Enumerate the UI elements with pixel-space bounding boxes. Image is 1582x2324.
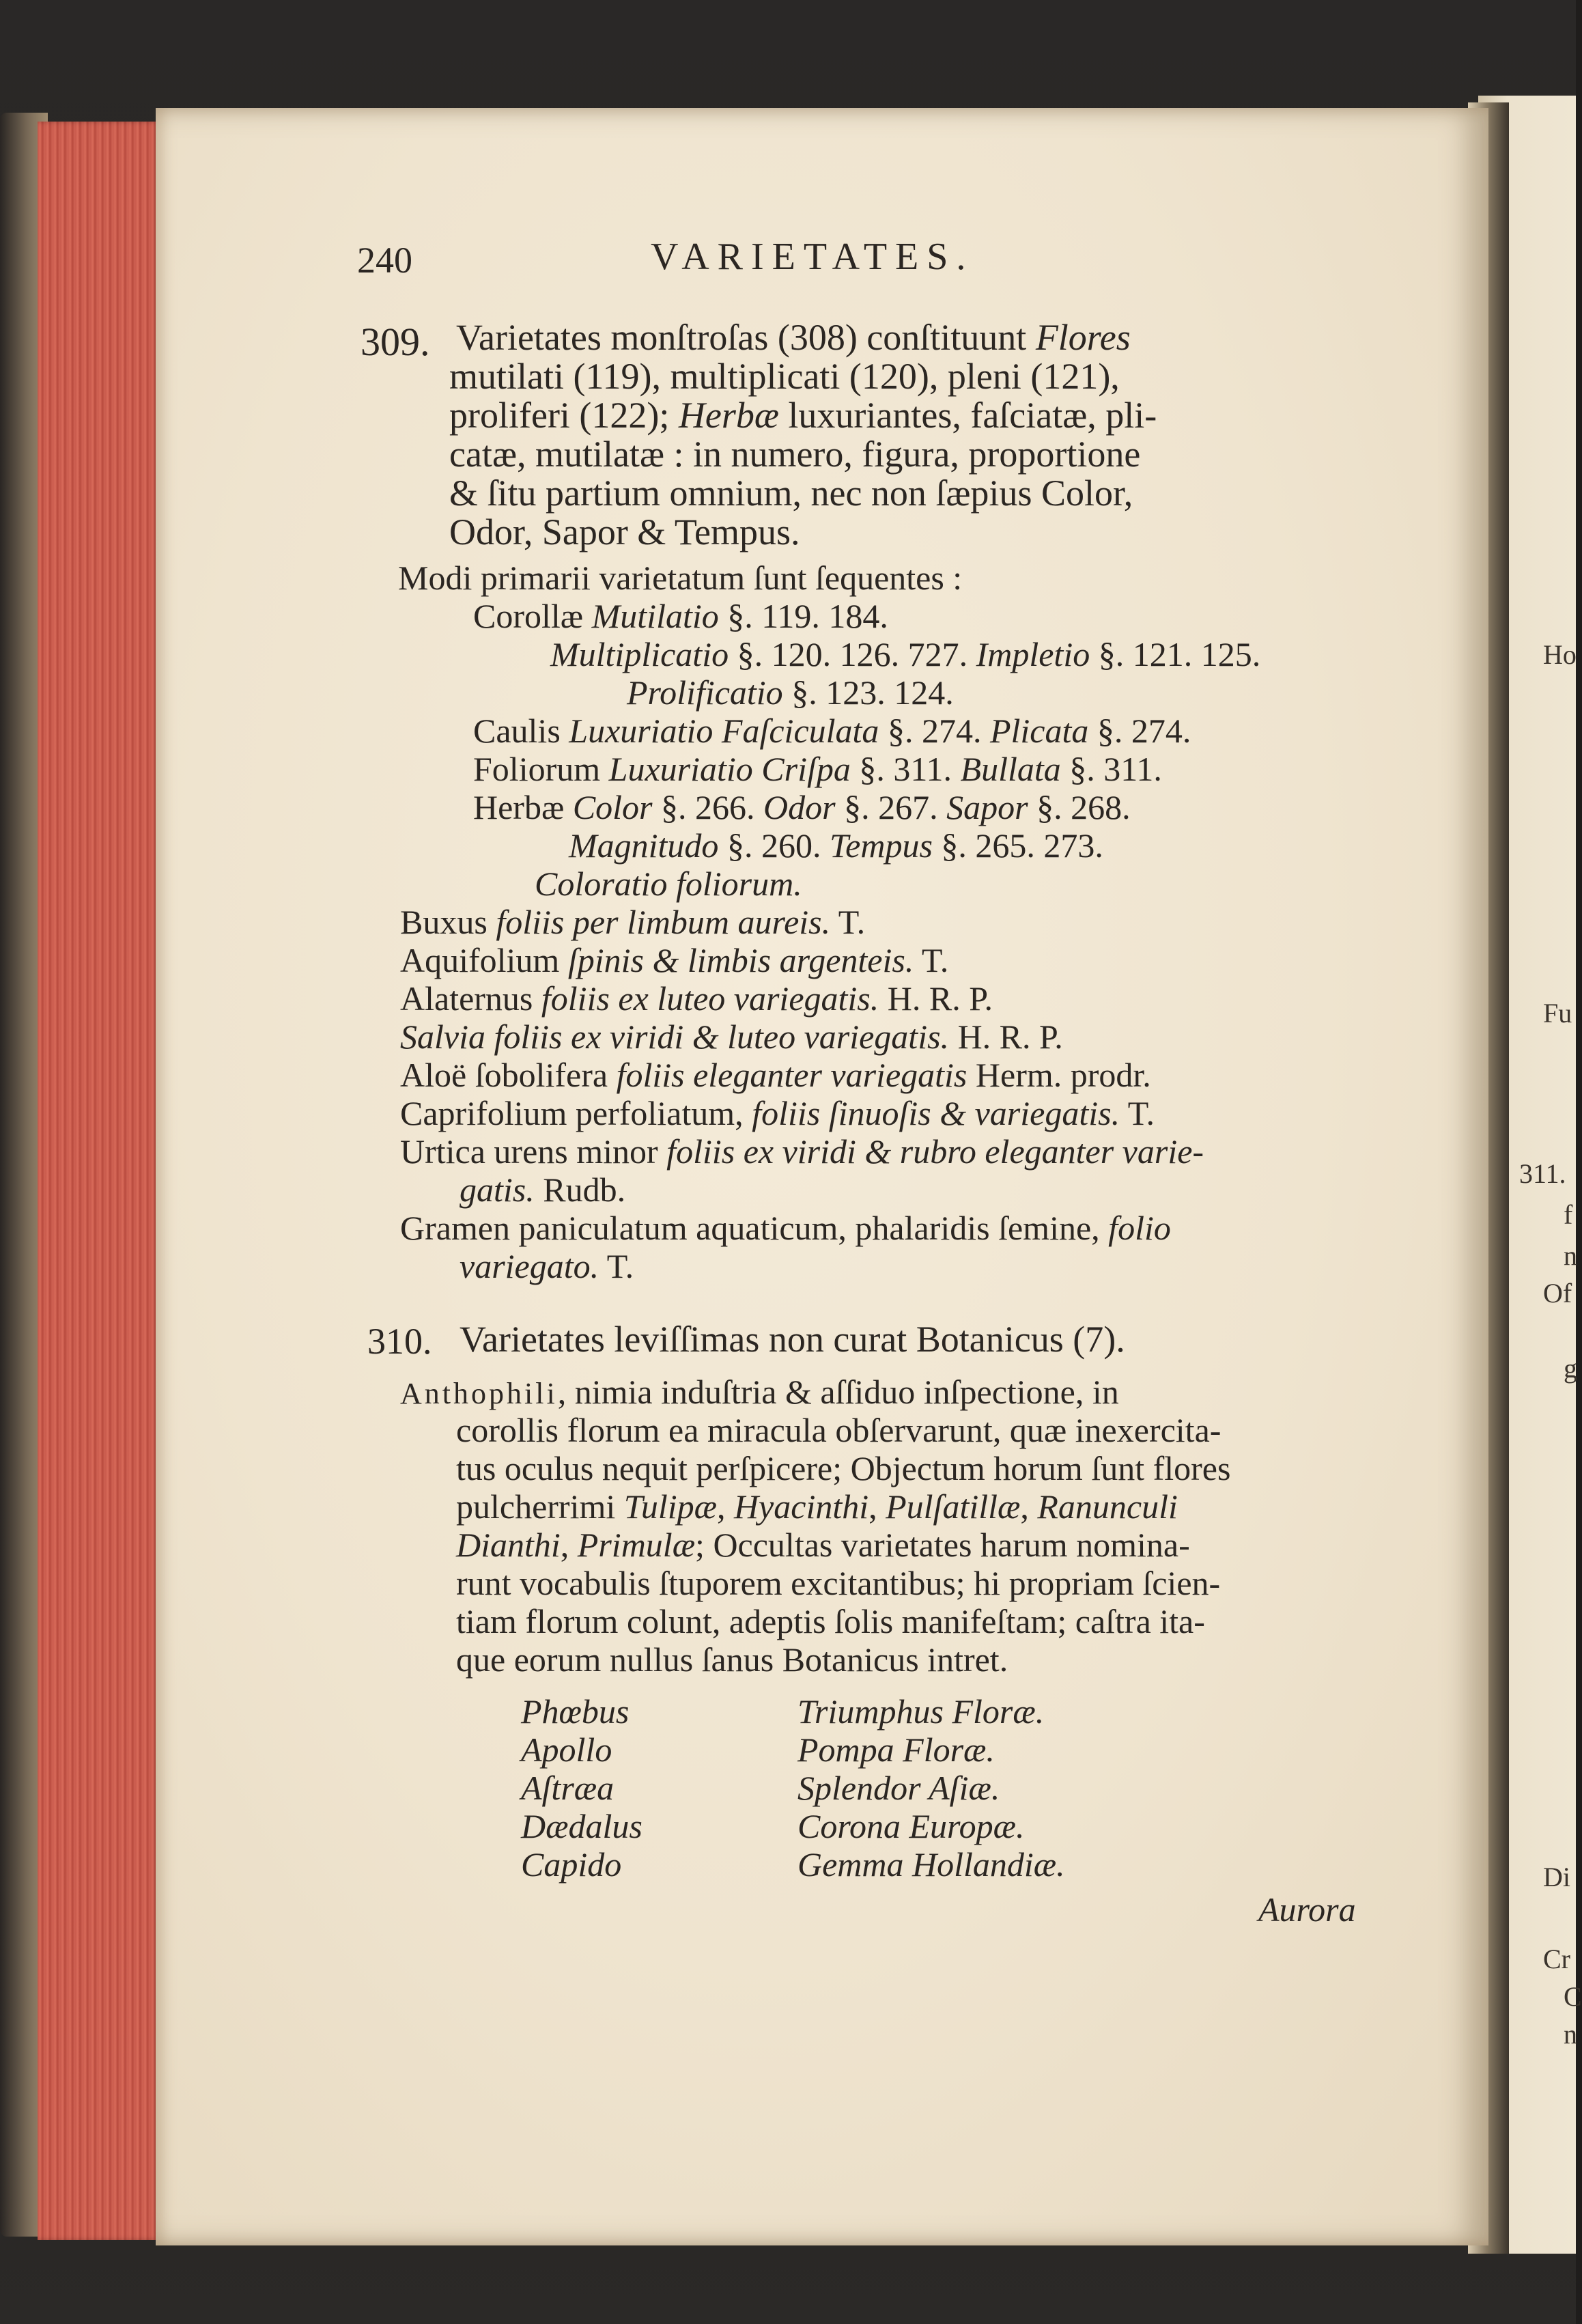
text-run: Mutilatio: [591, 597, 719, 635]
example-1: [400, 903, 865, 941]
text-run: §. 274.: [879, 712, 990, 750]
example-8: [400, 1209, 1171, 1247]
text-run: variegato.: [460, 1247, 599, 1285]
facing-page-fragment: 311.: [1519, 1158, 1566, 1189]
text-run: Aloë ſobolifera: [400, 1056, 617, 1094]
text-run: ,: [560, 1526, 578, 1564]
text-run: Herm. prodr.: [967, 1056, 1151, 1094]
text-run: Multiplicatio: [550, 635, 729, 673]
text-run: Flores: [1035, 317, 1131, 358]
section-number-309: 309.: [361, 320, 430, 364]
facing-page-fragment: C: [1564, 1981, 1582, 2012]
s310-para-line-6: runt vocabulis ſtuporem excitantibus; hi propriam ſcien-: [456, 1564, 1221, 1602]
text-run: foliis per limbum aureis.: [496, 903, 831, 941]
s310-para-line-2: corollis florum ea miracula obſervarunt, quæ inexercita-: [456, 1411, 1221, 1449]
facing-page-fragment: Cr: [1543, 1944, 1570, 1974]
text-run: Herbæ: [473, 788, 573, 826]
example-2: [400, 941, 948, 979]
s309-line-5: & ſitu partium omnium, nec non ſæpius Color,: [449, 473, 1133, 514]
text-run: §. 274.: [1088, 712, 1191, 750]
s310-title: Varietates leviſſimas non curat Botanicus (7).: [460, 1319, 1125, 1360]
s310-para-line-7: tiam florum colunt, adeptis ſolis manifeſtam; caſtra ita-: [456, 1602, 1205, 1640]
modi-intro: Modi primarii varietatum ſunt ſequentes :: [398, 559, 963, 597]
text-run: foliis ex luteo variegatis.: [541, 979, 879, 1018]
text-run: §. 120. 126. 727.: [729, 635, 976, 673]
example-7: [400, 1132, 1204, 1171]
facing-page-fragment: n: [1564, 2019, 1577, 2049]
text-run: ; Occultas varietates harum nomina-: [695, 1526, 1190, 1564]
modi-row-7: [569, 826, 1103, 865]
s310-para-line-8: que eorum nullus ſanus Botanicus intret.: [456, 1640, 1008, 1679]
modi-row-2: [550, 635, 1260, 673]
text-run: Dianthi: [456, 1526, 561, 1564]
text-run: H. R. P.: [949, 1018, 1063, 1056]
text-run: Varietates monſtroſas (308) conſtituunt: [456, 317, 1036, 358]
name-left-2: Apollo: [521, 1731, 612, 1769]
text-run: §. 268.: [1028, 788, 1131, 826]
text-run: foliis ſinuoſis & variegatis.: [752, 1094, 1120, 1132]
page-number: 240: [357, 240, 412, 281]
text-run: T.: [914, 941, 949, 979]
facing-page-fragment: Di: [1543, 1862, 1570, 1892]
s310-para-line-3: tus oculus nequit perſpicere; Objectum horum ſunt flores: [456, 1449, 1231, 1487]
text-run: T.: [1120, 1094, 1155, 1132]
text-run: ſpinis & limbis argenteis.: [567, 941, 914, 979]
text-run: §. 311.: [1060, 750, 1162, 788]
name-right-1: Triumphus Floræ.: [797, 1692, 1045, 1731]
text-run: folio: [1108, 1209, 1171, 1247]
text-run: gatis.: [460, 1171, 535, 1209]
name-left-5: Capido: [521, 1845, 622, 1884]
text-run: Foliorum: [473, 750, 609, 788]
text-run: T.: [599, 1247, 634, 1285]
text-run: §. 260.: [718, 826, 830, 865]
facing-page-fragment: g: [1564, 1353, 1577, 1384]
text-run: §. 265. 273.: [932, 826, 1103, 865]
text-run: Urtica urens minor: [400, 1132, 667, 1171]
text-run: ,: [1020, 1487, 1038, 1526]
s309-line-2: mutilati (119), multiplicati (120), pleni (121),: [449, 356, 1120, 397]
text-run: Odor: [763, 788, 836, 826]
s310-para-line-4: [456, 1487, 1178, 1526]
text-run: §. 123. 124.: [782, 673, 954, 712]
text-run: Salvia foliis ex viridi & luteo variegatis.: [400, 1018, 950, 1056]
text-run: Corollæ: [473, 597, 592, 635]
text-run: §. 311.: [850, 750, 961, 788]
s310-para-line-5: [456, 1526, 1190, 1564]
example-6: [400, 1094, 1155, 1132]
text-run: §. 267.: [835, 788, 947, 826]
example-5: [400, 1056, 1151, 1094]
text-run: H. R. P.: [879, 979, 993, 1018]
text-run: luxuriantes, faſciatæ, pli-: [778, 395, 1157, 436]
text-run: Anthophili: [400, 1377, 558, 1410]
name-left-4: Dædalus: [521, 1807, 642, 1845]
text-run: ,: [868, 1487, 886, 1526]
text-run: Tulipæ: [623, 1487, 717, 1526]
modi-row-6: [473, 788, 1131, 826]
s309-line-6: Odor, Sapor & Tempus.: [449, 512, 800, 552]
text-run: Plicata: [989, 712, 1089, 750]
text-run: Prolificatio: [627, 673, 783, 712]
text-run: Rudb.: [534, 1171, 626, 1209]
text-run: Impletio: [976, 635, 1090, 673]
text-run: Caprifolium perfoliatum,: [400, 1094, 752, 1132]
facing-page-fragment: Of: [1543, 1278, 1572, 1308]
text-run: Gramen paniculatum aquaticum, phalaridis ſemine,: [400, 1209, 1109, 1247]
name-right-2: Pompa Floræ.: [797, 1731, 995, 1769]
section-number-310: 310.: [367, 1321, 432, 1362]
text-run: Hyacinthi: [733, 1487, 869, 1526]
example-4: [400, 1018, 1063, 1056]
example-3: [400, 979, 993, 1018]
text-run: Tempus: [829, 826, 933, 865]
s310-para-line-1: [400, 1373, 1119, 1413]
text-run: foliis eleganter variegatis: [616, 1056, 967, 1094]
facing-page-fragment: f: [1564, 1199, 1573, 1230]
text-run: Pulſatillæ: [886, 1487, 1021, 1526]
text-run: proliferi (122);: [449, 395, 679, 436]
modi-row-3: [627, 673, 954, 712]
running-head: VARIETATES.: [651, 236, 974, 278]
text-run: Luxuriatio Faſciculata: [569, 712, 879, 750]
name-left-1: Phœbus: [521, 1692, 630, 1731]
text-run: ,: [716, 1487, 734, 1526]
text-run: foliis ex viridi & rubro eleganter varie-: [666, 1132, 1204, 1171]
name-right-5: Gemma Hollandiæ.: [797, 1845, 1065, 1884]
text-run: Color: [572, 788, 653, 826]
s309-line-4: catæ, mutilatæ : in numero, figura, proportione: [449, 434, 1141, 475]
text-run: Caulis: [473, 712, 569, 750]
text-run: pulcherrimi: [456, 1487, 624, 1526]
s309-line-1: [456, 318, 1131, 356]
text-run: , nimia induſtria & aſſiduo inſpectione, in: [557, 1373, 1119, 1411]
modi-row-1: [473, 597, 888, 635]
text-run: Buxus: [400, 903, 496, 941]
text-run: §. 119. 184.: [718, 597, 888, 635]
modi-row-8: Coloratio foliorum.: [535, 865, 802, 903]
modi-row-4: [473, 712, 1191, 750]
text-run: Bullata: [960, 750, 1061, 788]
name-right-4: Corona Europæ.: [797, 1807, 1025, 1845]
s309-line-3: [449, 396, 1157, 434]
text-run: Alaternus: [400, 979, 541, 1018]
text-run: Magnitudo: [569, 826, 719, 865]
text-run: Sapor: [946, 788, 1028, 826]
text-run: §. 121. 125.: [1090, 635, 1261, 673]
example-8-cont: [460, 1247, 634, 1285]
text-run: Luxuriatio Criſpa: [608, 750, 851, 788]
red-page-edges: [38, 122, 159, 2240]
text-run: §. 266.: [652, 788, 764, 826]
modi-row-5: [473, 750, 1162, 788]
text-run: T.: [830, 903, 866, 941]
text-run: Aquifolium: [400, 941, 568, 979]
example-7-cont: [460, 1171, 625, 1209]
catchword: Aurora: [1258, 1890, 1356, 1929]
facing-page-fragment: Fu: [1543, 998, 1572, 1028]
name-left-3: Aſtræa: [521, 1769, 615, 1807]
text-run: Primulæ: [577, 1526, 696, 1564]
book-page: [156, 108, 1488, 2245]
facing-page-fragment: n: [1564, 1240, 1577, 1271]
text-run: Herbæ: [678, 395, 779, 436]
text-run: Ranunculi: [1037, 1487, 1178, 1526]
name-right-3: Splendor Aſiæ.: [797, 1769, 1000, 1807]
facing-page-fragment: Ho: [1543, 639, 1577, 670]
